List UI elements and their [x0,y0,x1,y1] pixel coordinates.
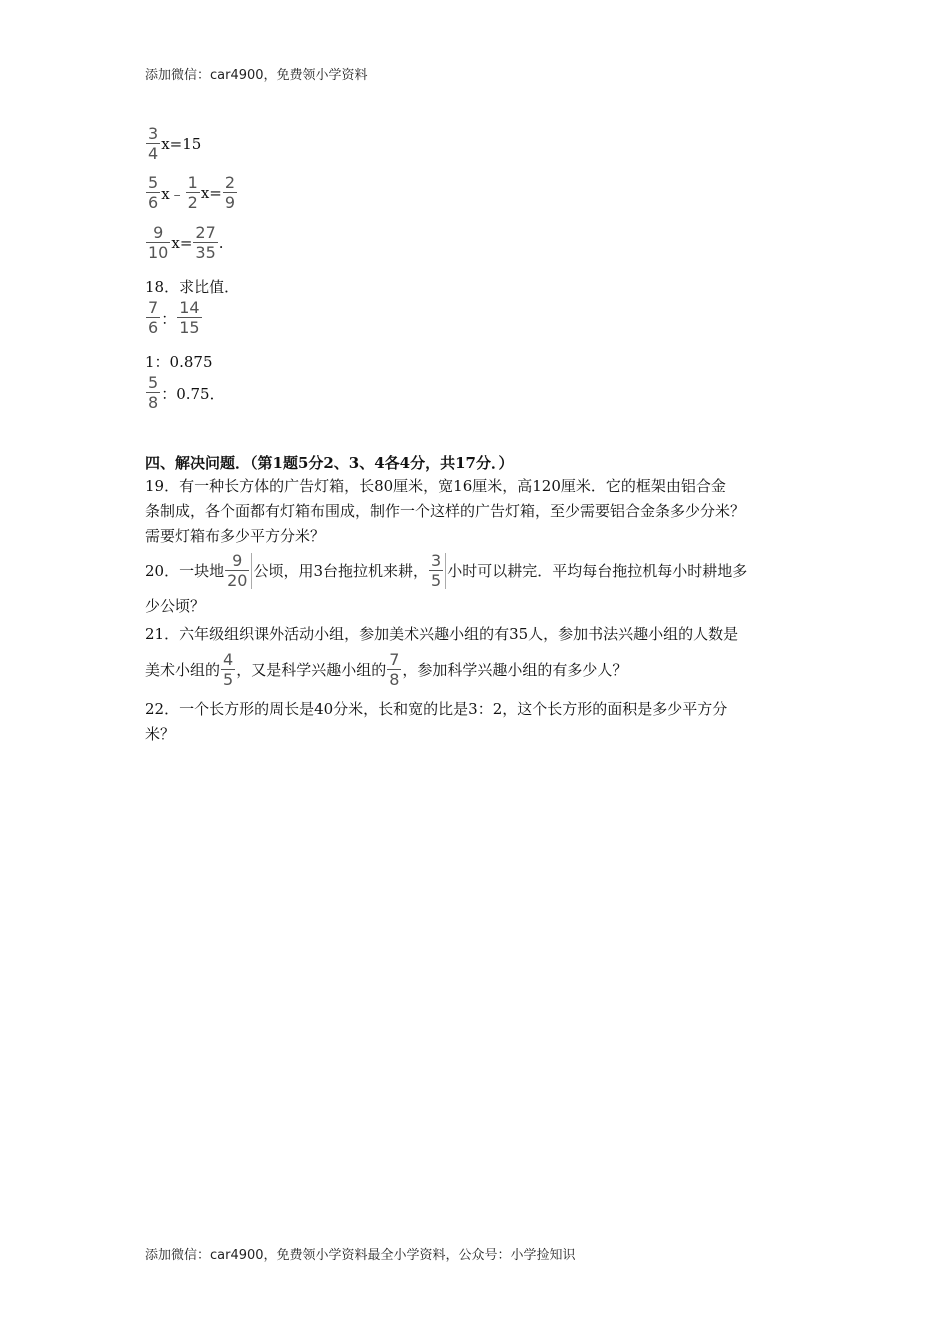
fraction: $\frac{1}{2}$ [187,173,198,212]
text-line: 少公顷？ [145,597,206,615]
fraction: $\frac{14}{15}$ [179,298,200,337]
fraction: $\frac{2}{9}$ [224,173,236,212]
ratio-3 [145,375,225,411]
ratio-2: 1：0.875 [145,353,213,371]
fraction: $\frac{27}{35}$ [195,223,216,262]
section-heading: 四、解决问题．（第1题5分2、3、4各4分，共17分．） [145,454,514,472]
text-line: 需要灯箱布多少平方分米？ [145,527,326,545]
equation-text: x=15 [161,135,202,153]
question-18-title: 18．求比值． [145,278,240,296]
page-footer: 添加微信：car4900，免费领小学资料最全小学资料，公众号：小学捡知识 [145,1248,576,1263]
fraction: $\frac{7}{6}$ [148,298,159,337]
fraction: $\frac{3}{5}$ [429,553,446,589]
equation-text: x﹣ [161,184,185,203]
fraction: $\frac{7}{8}$ [389,650,400,689]
equation-1 [145,126,201,162]
text-line [145,548,815,594]
fraction: $\frac{5}{6}$ [148,173,159,212]
equation-text: x= [200,184,222,202]
text-line: 21．六年级组织课外活动小组，参加美术兴趣小组的有35人，参加书法兴趣小组的人数是 [145,625,739,643]
text-line [145,647,815,693]
question-20 [145,548,815,619]
text-segment: 公顷，用3台拖拉机来耕， [253,561,428,580]
fraction: $\frac{3}{4}$ [148,124,159,163]
ratio-text: ：0.75． [161,384,225,403]
equation-2 [145,175,238,211]
text-segment: 小时可以耕完．平均每台拖拉机每小时耕地多 [447,561,748,580]
fraction: $\frac{9}{20}$ [225,553,252,589]
ratio-1 [145,300,203,336]
ratio-separator: ： [161,309,177,328]
text-segment: ，参加科学兴趣小组的有多少人？ [402,660,628,679]
equation-text: x= [171,234,193,252]
text-segment: 美术小组的 [145,660,221,679]
fraction: $\frac{4}{5}$ [223,650,234,689]
question-21 [145,622,815,693]
page-header: 添加微信：car4900，免费领小学资料 [145,68,368,83]
question-19 [145,474,815,549]
text-line: 22．一个长方形的周长是40分米，长和宽的比是3：2，这个长方形的面积是多少平方分 [145,700,728,718]
equation-text: . [218,234,224,252]
text-segment: ，又是科学兴趣小组的 [236,660,387,679]
fraction: $\frac{9}{10}$ [148,223,169,262]
question-22 [145,697,815,747]
fraction: $\frac{5}{8}$ [148,373,159,412]
text-line: 条制成，各个面都有灯箱布围成，制作一个这样的广告灯箱，至少需要铝合金条多少分米？ [145,502,746,520]
text-line: 米？ [145,725,176,743]
equation-3 [145,225,224,261]
text-line: 19．有一种长方体的广告灯箱，长80厘米，宽16厘米，高120厘米．它的框架由铝合金 [145,477,726,495]
text-segment: 20．一块地 [145,561,225,580]
